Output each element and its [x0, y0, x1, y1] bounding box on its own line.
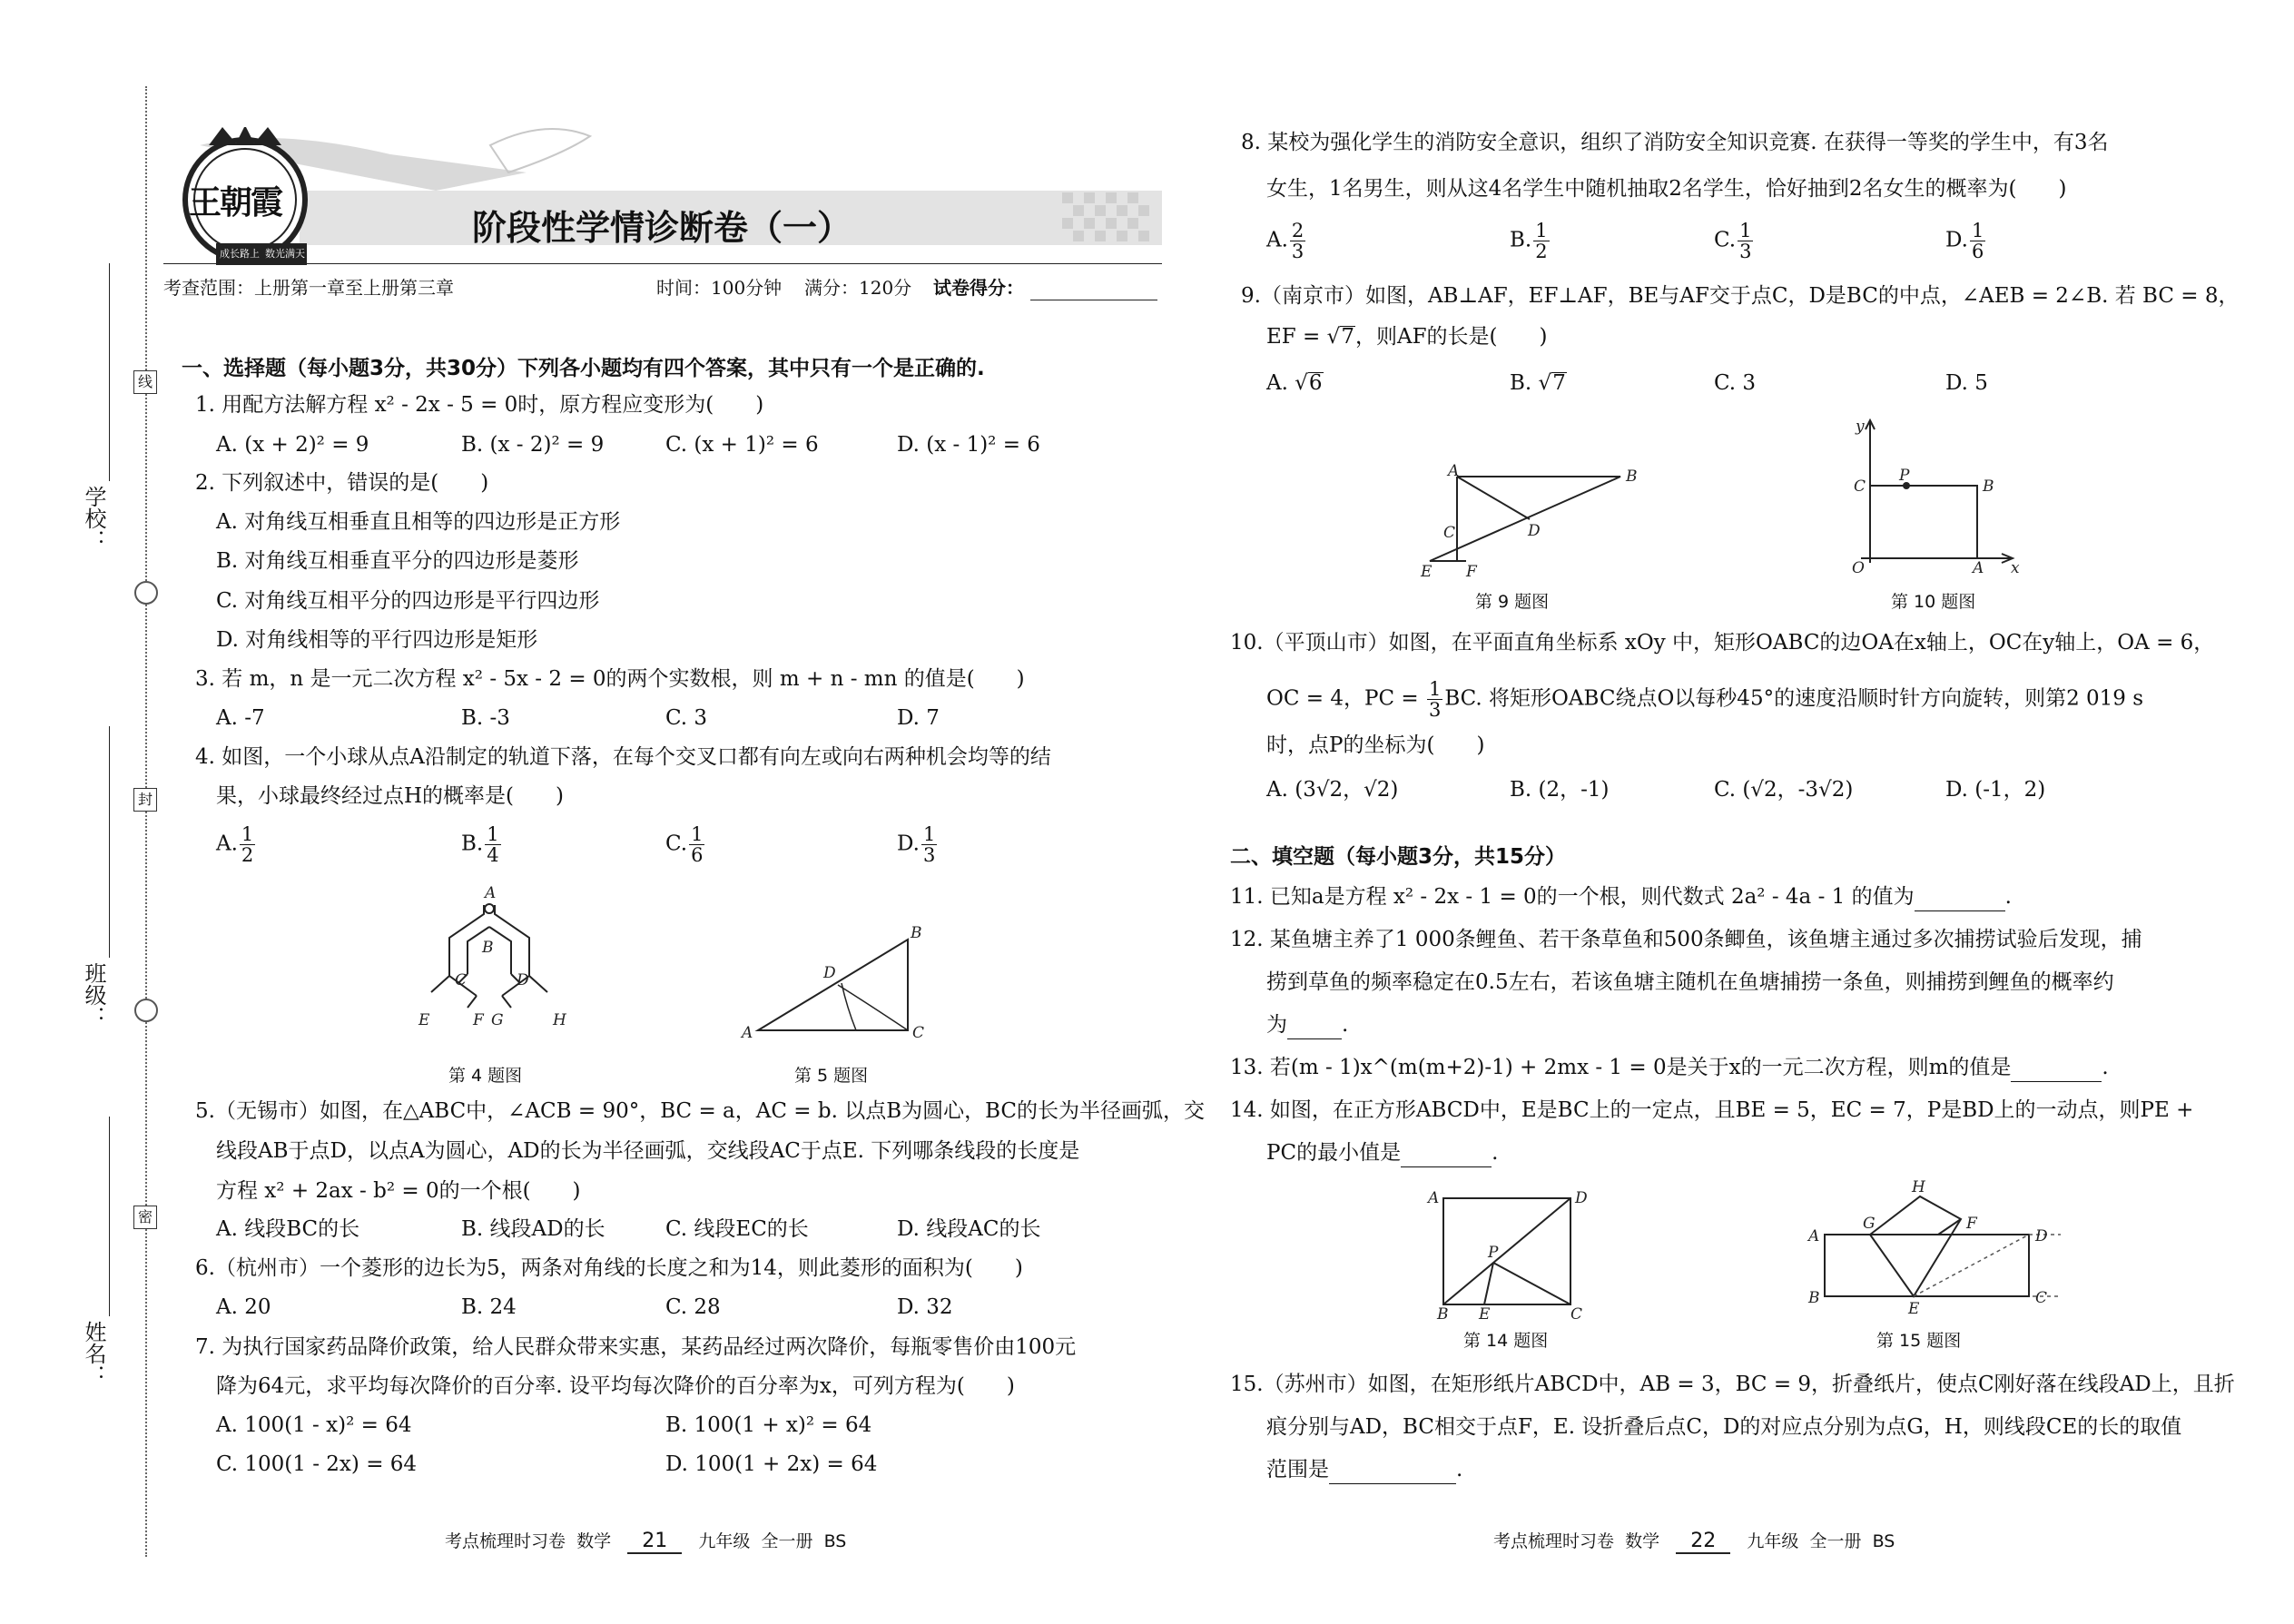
- fig4-label: A: [485, 885, 497, 902]
- exam-time: 时间：100分钟: [656, 277, 783, 299]
- q7-option-a: A. 100(1 - x)² = 64: [216, 1413, 412, 1437]
- q5-line1: 5.（无锡市）如图，在△ABC中，∠ACB = 90°，BC = a，AC = b. 以点B为圆心，BC的长为半径画弧，交: [195, 1099, 1206, 1123]
- fig5-caption: 第 5 题图: [794, 1066, 869, 1086]
- footer-left: 考点梳理时习卷 数学 21 九年级 全一册 BS: [445, 1530, 847, 1552]
- q6-option-d: D. 32: [897, 1295, 953, 1319]
- q3-option-d: D. 7: [897, 706, 940, 730]
- q10-line2: OC = 4，PC = $\frac{1}{3}$ BC. 将矩形OABC绕点O以每秒45°的速度沿顺时针方向旋转，则第2 019 s: [1266, 678, 2144, 721]
- figure-5: [740, 921, 940, 1048]
- exam-scope: 考查范围：上册第一章至上册第三章: [163, 277, 454, 299]
- q7-option-d: D. 100(1 + 2x) = 64: [665, 1452, 878, 1476]
- fig10-label: C: [1854, 477, 1866, 496]
- q6-text: 6.（杭州市）一个菱形的边长为5，两条对角线的长度之和为14，则此菱形的面积为( ): [195, 1256, 1023, 1280]
- q5-option-a: A. 线段BC的长: [216, 1217, 360, 1241]
- q1-option-b: B. (x - 2)² = 9: [461, 433, 605, 457]
- fig10-label: y: [1856, 418, 1865, 436]
- q3-option-a: A. -7: [216, 706, 265, 730]
- q10-option-c: C. (√2，-3√2): [1714, 778, 1854, 802]
- q5-line3: 方程 x² + 2ax - b² = 0的一个根( ): [216, 1179, 581, 1203]
- fig5-label: B: [911, 924, 922, 942]
- seal-mark-line: 线: [133, 370, 157, 394]
- q2-option-c: C. 对角线互相平分的四边形是平行四边形: [216, 589, 600, 613]
- q12-line2: 捞到草鱼的频率稳定在0.5左右，若该鱼塘主随机在鱼塘捕捞一条鱼，则捕捞到鲤鱼的概率约: [1266, 970, 2114, 994]
- q5-line2: 线段AB于点D，以点A为圆心，AD的长为半径画弧，交线段AC于点E. 下列哪条线段的长度是: [216, 1139, 1080, 1163]
- q12-answer-blank[interactable]: [1287, 1011, 1342, 1039]
- q15-line2: 痕分别与AD，BC相交于点F，E. 设折叠后点C，D的对应点分别为点G，H，则线段CE的长的取值: [1266, 1415, 2182, 1439]
- q11-answer-blank[interactable]: [1915, 883, 2005, 911]
- fig15-label: C: [2035, 1289, 2048, 1307]
- class-line: [109, 726, 110, 958]
- footer-right: 考点梳理时习卷 数学 22 九年级 全一册 BS: [1493, 1530, 1895, 1552]
- q1-option-c: C. (x + 1)² = 6: [665, 433, 819, 457]
- q6-option-a: A. 20: [216, 1295, 271, 1319]
- q9-line1: 9.（南京市）如图，AB⊥AF，EF⊥AF，BE与AF交于点C，D是BC的中点，∠AEB = 2∠B. 若 BC = 8，: [1241, 284, 2240, 308]
- q15-answer-blank[interactable]: [1329, 1456, 1456, 1484]
- fig4-label: D: [517, 971, 529, 989]
- school-line: [109, 263, 110, 481]
- fig15-label: G: [1863, 1215, 1876, 1233]
- q6-option-b: B. 24: [461, 1295, 517, 1319]
- q8-option-b: B. $\frac{1}{2}$: [1510, 220, 1548, 262]
- fig4-label: E: [418, 1011, 430, 1029]
- q5-option-c: C. 线段EC的长: [665, 1217, 809, 1241]
- section1-title: 一、选择题（每小题3分，共30分）下列各小题均有四个答案，其中只有一个是正确的.: [182, 357, 985, 380]
- q7-option-c: C. 100(1 - 2x) = 64: [216, 1452, 418, 1476]
- q7-line1: 7. 为执行国家药品降价政策，给人民群众带来实惠，某药品经过两次降价，每瓶零售价由100元: [195, 1335, 1077, 1359]
- page-number: 22: [1676, 1530, 1730, 1554]
- q2-text: 2. 下列叙述中，错误的是( ): [195, 471, 489, 495]
- binding-ornament-icon: [134, 999, 158, 1022]
- q3-text: 3. 若 m，n 是一元二次方程 x² - 5x - 2 = 0的两个实数根，则 m + n - mn 的值是( ): [195, 667, 1025, 691]
- seal-mark-secret: 密: [133, 1206, 157, 1229]
- fig15-label: D: [2035, 1227, 2048, 1245]
- q14-line1: 14. 如图，在正方形ABCD中，E是BC上的一定点，且BE = 5，EC = 7，P是BD上的一动点，则PE +: [1230, 1098, 2194, 1122]
- school-label: 学校：: [81, 486, 106, 551]
- q10-line1: 10.（平顶山市）如图，在平面直角坐标系 xOy 中，矩形OABC的边OA在x轴上，OC在y轴上，OA = 6，: [1230, 631, 2215, 655]
- fig4-label: F: [473, 1011, 484, 1029]
- fig14-label: E: [1479, 1305, 1491, 1321]
- q12-line3: 为 .: [1266, 1011, 1348, 1039]
- q8-line2: 女生，1名男生，则从这4名学生中随机抽取2名学生，恰好抽到2名女生的概率为( ): [1266, 177, 2067, 201]
- fig4-caption: 第 4 题图: [448, 1066, 523, 1086]
- fig15-caption: 第 15 题图: [1876, 1331, 1962, 1351]
- fig5-label: D: [823, 964, 836, 982]
- q3-option-c: C. 3: [665, 706, 708, 730]
- q3-option-b: B. -3: [461, 706, 510, 730]
- fig15-label: H: [1912, 1178, 1925, 1196]
- fig4-label: C: [455, 971, 468, 989]
- fig10-caption: 第 10 题图: [1891, 592, 1976, 612]
- q4-option-b: B. $\frac{1}{4}$: [461, 823, 499, 866]
- section2-title: 二、填空题（每小题3分，共15分）: [1230, 845, 1567, 869]
- binding-ornament-icon: [134, 581, 158, 605]
- q2-option-d: D. 对角线相等的平行四边形是矩形: [216, 628, 538, 652]
- fig10-label: A: [1973, 559, 1984, 577]
- figure-14: [1421, 1185, 1593, 1321]
- q14-line2: PC的最小值是 .: [1266, 1139, 1498, 1167]
- q4-option-a: A. $\frac{1}{2}$: [216, 823, 254, 866]
- q10-option-a: A. (3√2，√2): [1266, 778, 1399, 802]
- fig9-label: A: [1448, 463, 1460, 480]
- q5-option-d: D. 线段AC的长: [897, 1217, 1041, 1241]
- q10-line3: 时，点P的坐标为( ): [1266, 733, 1485, 757]
- fig10-label: O: [1852, 559, 1865, 577]
- q8-line1: 8. 某校为强化学生的消防安全意识，组织了消防安全知识竞赛. 在获得一等奖的学生中，有3名: [1241, 131, 2109, 154]
- fig4-label: B: [482, 939, 494, 957]
- fig5-label: C: [912, 1024, 925, 1042]
- q4-line2: 果，小球最终经过点H的概率是( ): [216, 784, 565, 808]
- fig14-label: D: [1575, 1189, 1588, 1207]
- q1-option-d: D. (x - 1)² = 6: [897, 433, 1040, 457]
- q15-line3: 范围是 .: [1266, 1456, 1462, 1484]
- fig10-label: x: [2011, 559, 2020, 577]
- fig9-label: B: [1626, 468, 1638, 486]
- fig4-label: G: [491, 1011, 504, 1029]
- q4-line1: 4. 如图，一个小球从点A沿制定的轨道下落，在每个交叉口都有向左或向右两种机会均等的结: [195, 745, 1051, 769]
- brand-slogan-2: 数光满天: [265, 248, 305, 260]
- q9-line2: EF = √7，则AF的长是( ): [1266, 325, 1548, 349]
- q1-option-a: A. (x + 2)² = 9: [216, 433, 369, 457]
- q8-option-c: C. $\frac{1}{3}$: [1714, 220, 1752, 262]
- name-label: 姓名：: [81, 1321, 106, 1386]
- q7-line2: 降为64元，求平均每次降价的百分率. 设平均每次降价的百分率为x，可列方程为( ): [216, 1374, 1015, 1398]
- q4-option-d: D. $\frac{1}{3}$: [897, 823, 936, 866]
- q4-option-c: C. $\frac{1}{6}$: [665, 823, 704, 866]
- fig14-label: A: [1428, 1189, 1440, 1207]
- class-label: 班级：: [81, 962, 106, 1028]
- q10-option-d: D. (-1，2): [1945, 778, 2046, 802]
- seal-mark-seal: 封: [133, 788, 157, 812]
- fig10-label: B: [1983, 477, 1994, 496]
- fig14-label: P: [1488, 1244, 1499, 1262]
- q6-option-c: C. 28: [665, 1295, 721, 1319]
- q11-text: 11. 已知a是方程 x² - 2x - 1 = 0的一个根，则代数式 2a² - 4a - 1 的值为 .: [1230, 883, 2012, 911]
- q8-option-a: A. $\frac{2}{3}$: [1266, 220, 1305, 262]
- brand-name: 王朝霞: [189, 183, 282, 221]
- brand-slogan-1: 成长路上: [220, 248, 260, 260]
- q7-option-b: B. 100(1 + x)² = 64: [665, 1413, 872, 1437]
- figure-15: [1797, 1176, 2061, 1321]
- fig14-label: C: [1570, 1305, 1583, 1321]
- binding-dotted-line: [145, 86, 147, 1557]
- q5-option-b: B. 线段AD的长: [461, 1217, 605, 1241]
- exam-full-score: 满分：120分: [804, 277, 912, 299]
- fig14-label: B: [1437, 1305, 1449, 1321]
- q9-option-d: D. 5: [1945, 371, 1988, 395]
- fig9-label: F: [1466, 563, 1477, 581]
- figure-10: [1843, 413, 2024, 581]
- score-label: 试卷得分：: [933, 277, 1024, 299]
- q13-text: 13. 若(m - 1)x^(m(m+2)-1) + 2mx - 1 = 0是关于x的一元二次方程，则m的值是 .: [1230, 1054, 2109, 1082]
- q10-option-b: B. (2，-1): [1510, 778, 1610, 802]
- q14-answer-blank[interactable]: [1401, 1139, 1492, 1167]
- q1-text: 1. 用配方法解方程 x² - 2x - 5 = 0时，原方程应变形为( ): [195, 393, 764, 417]
- q9-option-a: A. √6: [1266, 371, 1323, 395]
- fig15-label: A: [1808, 1227, 1820, 1245]
- fig10-label: P: [1899, 467, 1910, 485]
- fig14-caption: 第 14 题图: [1463, 1331, 1549, 1351]
- q2-option-b: B. 对角线互相垂直平分的四边形是菱形: [216, 549, 579, 573]
- fig15-label: E: [1908, 1300, 1920, 1318]
- fig9-label: D: [1528, 522, 1541, 540]
- fig5-label: A: [742, 1024, 753, 1042]
- q2-option-a: A. 对角线互相垂直且相等的四边形是正方形: [216, 510, 621, 534]
- page-number: 21: [627, 1530, 682, 1554]
- q13-answer-blank[interactable]: [2011, 1054, 2102, 1082]
- fig4-label: H: [553, 1011, 566, 1029]
- q9-option-c: C. 3: [1714, 371, 1757, 395]
- figure-9: [1412, 463, 1648, 581]
- fig15-label: F: [1966, 1215, 1977, 1233]
- name-line: [109, 1117, 110, 1316]
- fig9-caption: 第 9 题图: [1475, 592, 1550, 612]
- fig9-label: C: [1443, 524, 1456, 542]
- q15-line1: 15.（苏州市）如图，在矩形纸片ABCD中，AB = 3，BC = 9，折叠纸片，使点C刚好落在线段AD上，且折: [1230, 1373, 2235, 1396]
- figure-4: [404, 885, 586, 1048]
- q12-line1: 12. 某鱼塘主养了1 000条鲤鱼、若干条草鱼和500条鲫鱼，该鱼塘主通过多次捕捞试验后发现，捕: [1230, 928, 2142, 951]
- header-rule: [163, 263, 1162, 264]
- fig15-label: B: [1808, 1289, 1820, 1307]
- q9-option-b: B. √7: [1510, 371, 1566, 395]
- fig9-label: E: [1421, 563, 1433, 581]
- page-title: 阶段性学情诊断卷（一）: [472, 208, 852, 248]
- q8-option-d: D. $\frac{1}{6}$: [1945, 220, 1984, 262]
